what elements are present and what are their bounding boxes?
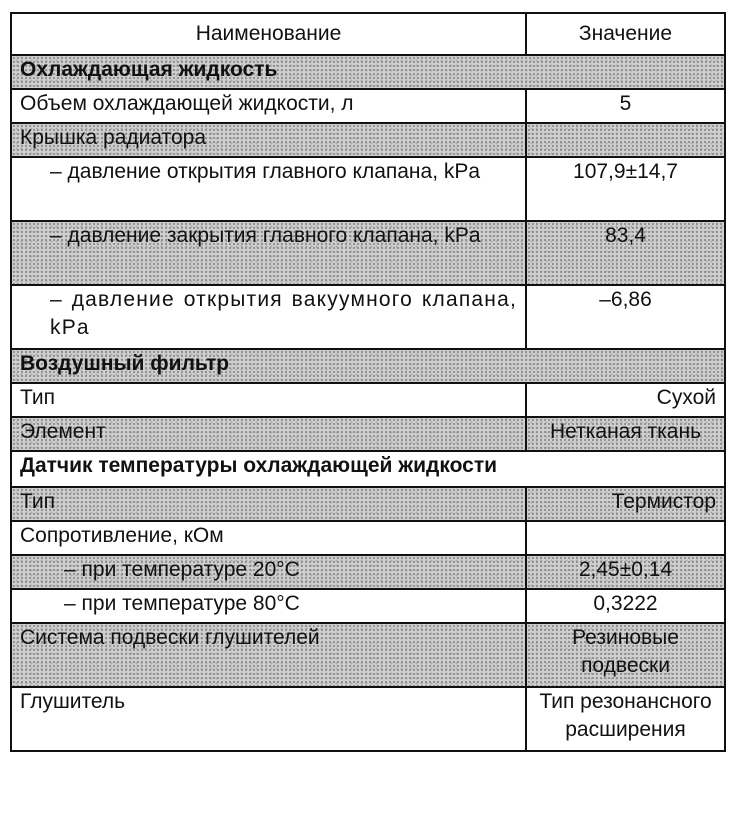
section-row-temp-sensor	[11, 451, 725, 487]
section-title: Датчик температуры охлаждающей жидкости	[11, 451, 725, 487]
section-row-coolant	[11, 55, 725, 89]
row-value	[526, 521, 725, 555]
table-row	[11, 687, 725, 751]
table-row	[11, 521, 725, 555]
specifications-table	[10, 12, 726, 752]
row-value	[526, 123, 725, 157]
row-name: Крышка радиатора	[11, 123, 526, 157]
section-title: Охлаждающая жидкость	[11, 55, 725, 89]
table-row	[11, 89, 725, 123]
section-title: Воздушный фильтр	[11, 349, 725, 383]
row-name: – при температуре 80°C	[11, 589, 526, 623]
row-value: 107,9±14,7	[526, 157, 725, 221]
table-row	[11, 383, 725, 417]
table-row	[11, 555, 725, 589]
header-name: Наименование	[11, 13, 526, 55]
row-name: Тип	[11, 383, 526, 417]
table-row	[11, 221, 725, 285]
row-name: – давление закрытия главного клапана, kPa	[11, 221, 526, 285]
row-value: Сухой	[526, 383, 725, 417]
spec-table-container	[10, 12, 724, 752]
row-value: 0,3222	[526, 589, 725, 623]
row-value: Тип резонансного расширения	[526, 687, 725, 751]
table-row	[11, 285, 725, 349]
table-row	[11, 417, 725, 451]
table-row	[11, 623, 725, 687]
row-value: Нетканая ткань	[526, 417, 725, 451]
row-name: – давление открытия вакуумного клапана, kPa	[11, 285, 526, 349]
table-row	[11, 487, 725, 521]
row-value: 83,4	[526, 221, 725, 285]
table-row	[11, 589, 725, 623]
row-name: Сопротивление, кОм	[11, 521, 526, 555]
table-row	[11, 123, 725, 157]
row-name: Тип	[11, 487, 526, 521]
table-row	[11, 157, 725, 221]
row-value: Термистор	[526, 487, 725, 521]
row-name: Элемент	[11, 417, 526, 451]
row-value: 5	[526, 89, 725, 123]
row-name: – при температуре 20°C	[11, 555, 526, 589]
header-value: Значение	[526, 13, 725, 55]
row-name: Глушитель	[11, 687, 526, 751]
table-header-row	[11, 13, 725, 55]
row-value: 2,45±0,14	[526, 555, 725, 589]
row-name: Система подвески глушителей	[11, 623, 526, 687]
row-name: Объем охлаждающей жидкости, л	[11, 89, 526, 123]
row-value: –6,86	[526, 285, 725, 349]
section-row-air-filter	[11, 349, 725, 383]
row-name: – давление открытия главного клапана, kPa	[11, 157, 526, 221]
row-value: Резиновые подвески	[526, 623, 725, 687]
